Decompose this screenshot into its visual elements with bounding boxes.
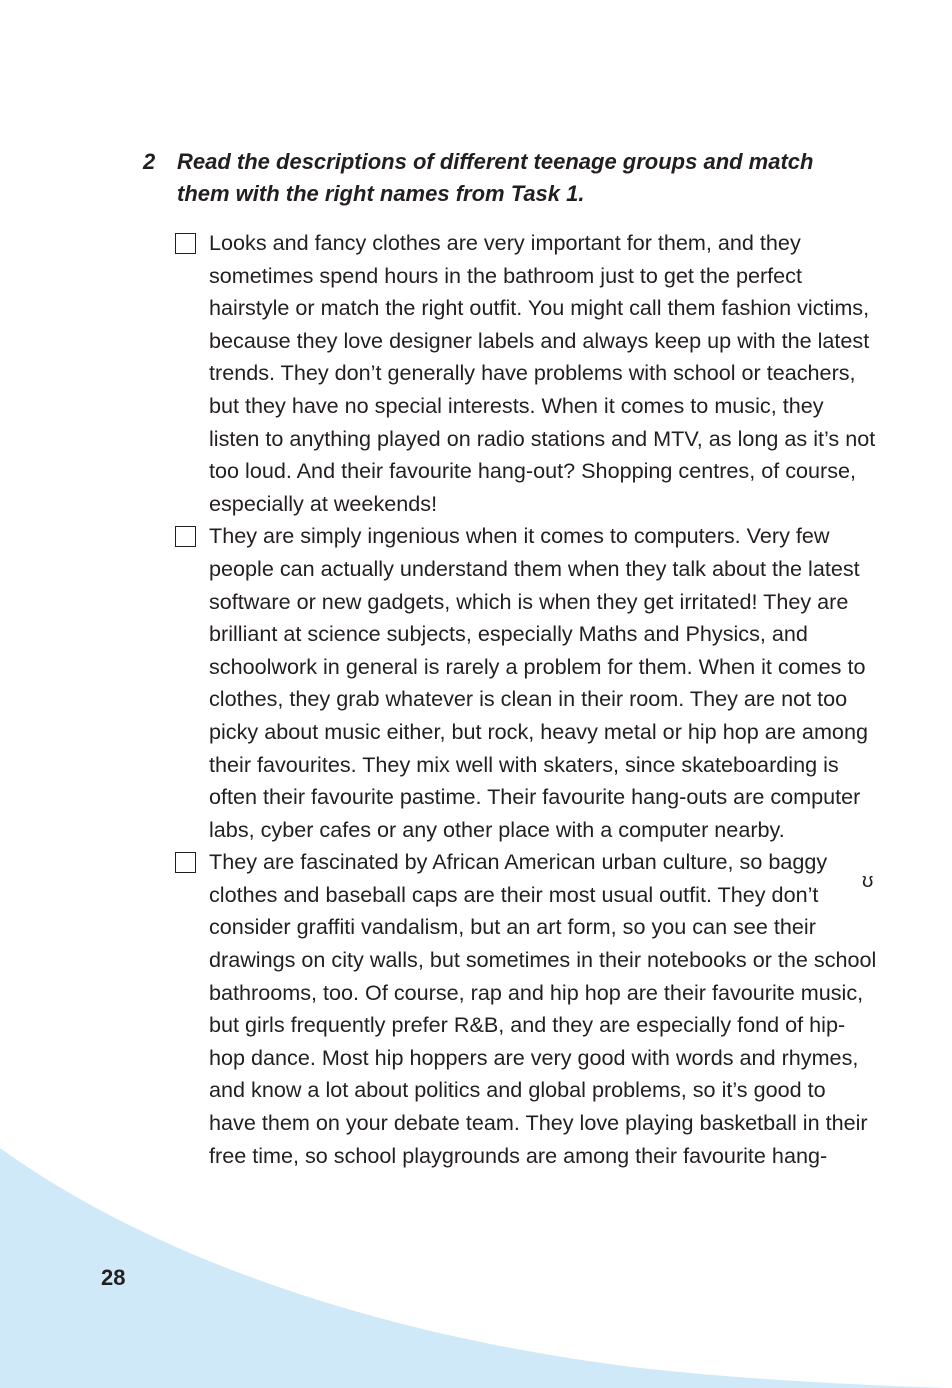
- task-number: 2: [143, 149, 156, 174]
- margin-mark: ʊ: [862, 870, 874, 892]
- answer-checkbox[interactable]: [175, 852, 196, 873]
- description-text: They are simply ingenious when it comes to computers. Very few people can actually understand them when they talk about the latest software or new gadgets, which is when they get irritated! They are brilliant at science subjects, especially Maths and Physics, and schoolwork in general is rarely a problem for them. When it comes to clothes, they grab whatever is clean in their room. They are not too picky about music either, but rock, heavy metal or hip hop are among their favourites. They mix well with skaters, since skateboarding is often their favourite pastime. Their favourite hang-outs are computer labs, cyber cafes or any other place with a computer nearby.: [209, 523, 868, 842]
- page-number: 28: [101, 1265, 126, 1290]
- task-header: [143, 146, 883, 210]
- description-item: [175, 846, 883, 1172]
- answer-checkbox[interactable]: [175, 526, 196, 547]
- description-item: [175, 227, 883, 520]
- description-text: Looks and fancy clothes are very important for them, and they sometimes spend hours in the bathroom just to get the perfect hairstyle or match the right outfit. You might call them fashion victims, because they love designer labels and always keep up with the latest trends. They don’t generally have problems with school or teachers, but they have no special interests. When it comes to music, they listen to anything played on radio stations and MTV, as long as it’s not too loud. And their favourite hang-out? Shopping centres, of course, especially at weekends!: [209, 230, 876, 516]
- answer-checkbox[interactable]: [175, 233, 196, 254]
- task-2: [143, 146, 883, 1172]
- description-text: They are fascinated by African American urban culture, so baggy clothes and baseball caps are their most usual outfit. They don’t consider graffiti vandalism, but an art form, so you can see their drawings on city walls, but sometimes in their notebooks or the school bathrooms, too. Of course, rap and hip hop are their favourite music, but girls frequently prefer R&B, and they are especially fond of hip-hop dance. Most hip hoppers are very good with words and rhymes, and know a lot about politics and global problems, so it’s good to have them on your debate team. They love playing basketball in their free time, so school playgrounds are among their favourite hang-: [209, 849, 877, 1168]
- description-list: [175, 227, 883, 1172]
- task-instruction: Read the descriptions of different teenage groups and match them with the right names from Task 1.: [177, 149, 814, 206]
- description-item: [175, 520, 883, 846]
